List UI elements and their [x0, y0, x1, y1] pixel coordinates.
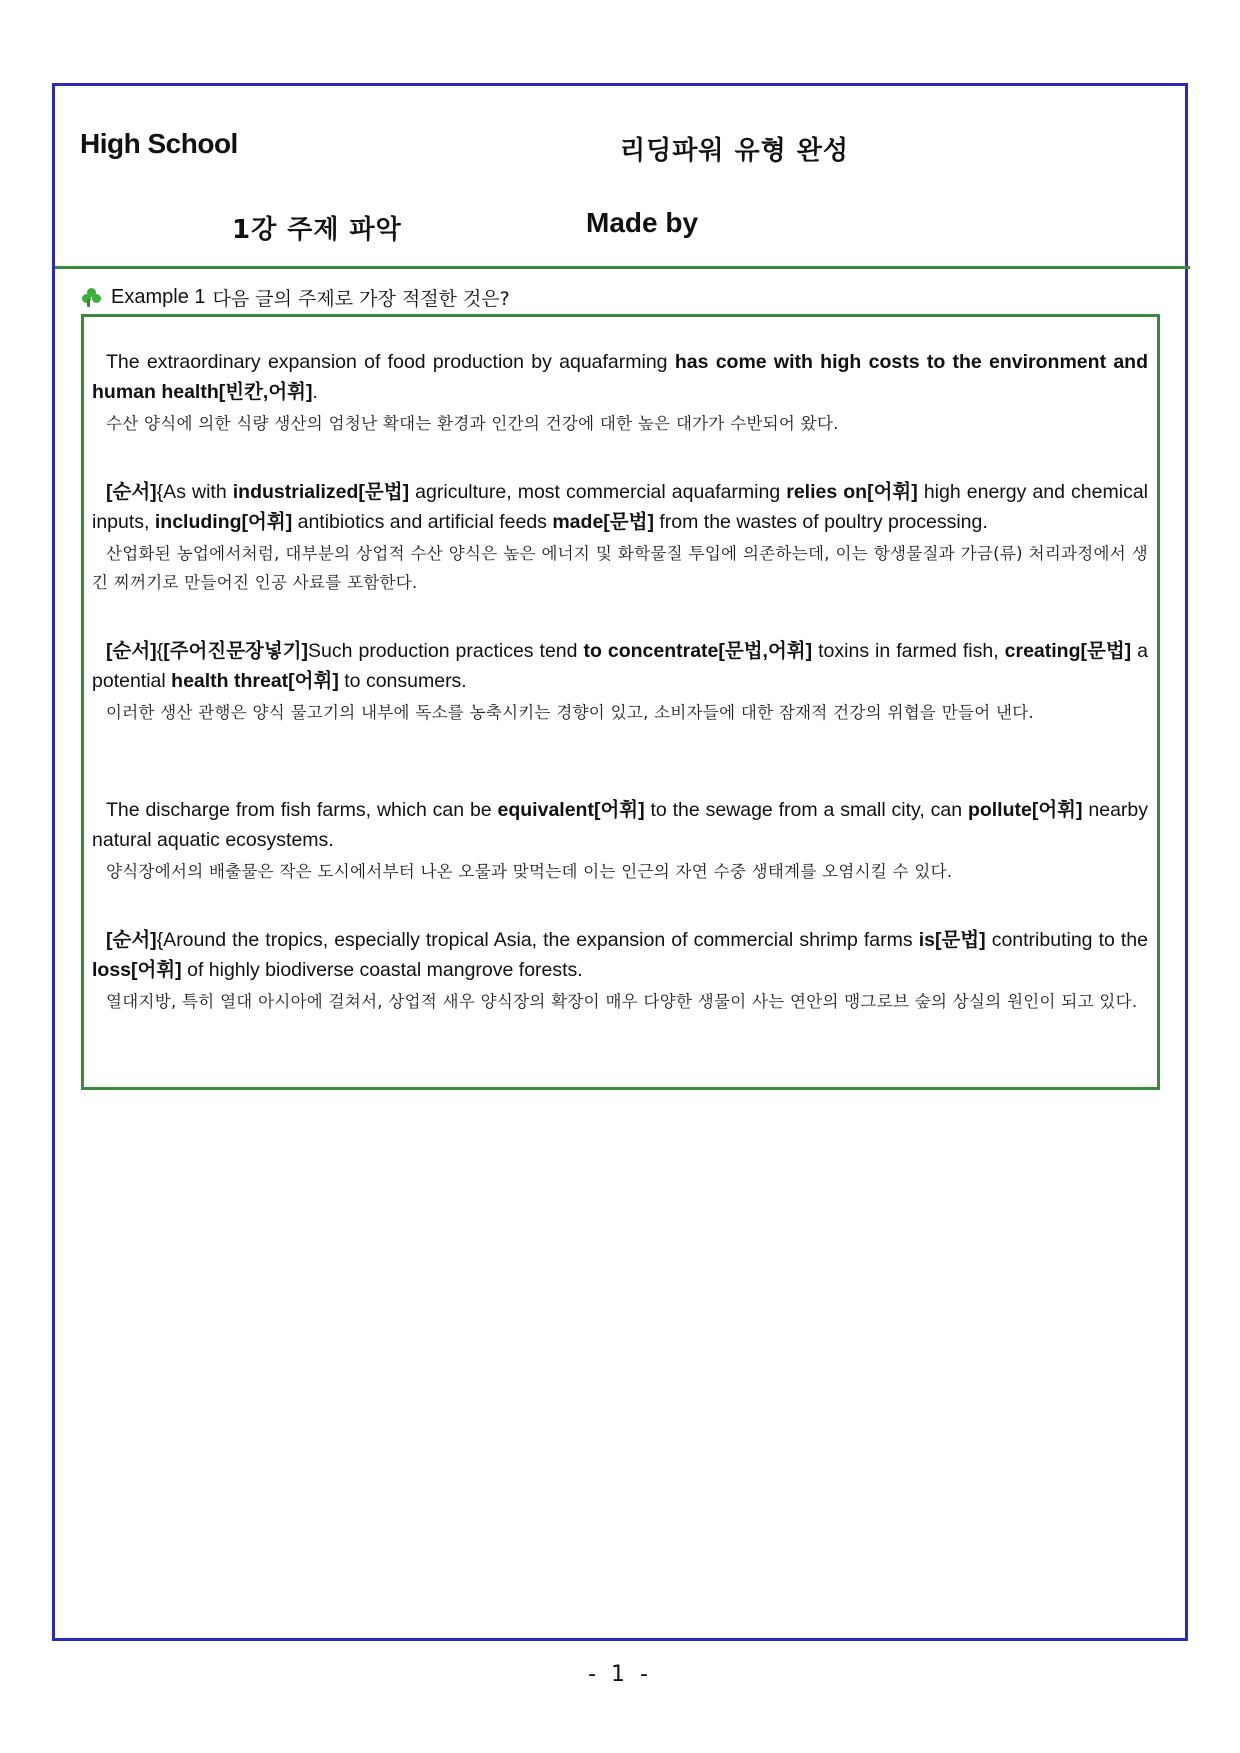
- annotated-phrase: creating[문법]: [1004, 640, 1132, 662]
- annotated-phrase: loss[어휘]: [92, 959, 182, 981]
- annotated-phrase: industrialized[문법]: [232, 481, 410, 503]
- korean-translation: 산업화된 농업에서처럼, 대부분의 상업적 수산 양식은 높은 에너지 및 화학물질 투입에 의존하는데, 이는 항생물질과 가금(류) 처리과정에서 생긴 찌꺼기로 만들어진 인공 사료를 포함한다.: [92, 544, 1148, 592]
- annotated-phrase: to concentrate[문법,어휘]: [583, 640, 813, 662]
- english-sentence: [92, 347, 1148, 407]
- sentence-text: .: [312, 381, 318, 403]
- annotated-phrase: relies on[어휘]: [786, 481, 918, 503]
- passage-paragraph: [92, 347, 1148, 438]
- example-heading: [82, 284, 510, 311]
- korean-translation: 이러한 생산 관행은 양식 물고기의 내부에 독소를 농축시키는 경향이 있고, 소비자들에 대한 잠재적 건강의 위협을 만들어 낸다.: [106, 703, 1034, 722]
- school-label: High School: [80, 128, 238, 159]
- annotated-phrase: [주어진문장넣기]: [163, 640, 309, 662]
- annotated-phrase: is[문법]: [918, 929, 986, 951]
- sentence-text: to consumers.: [338, 670, 467, 692]
- sentence-text: to the sewage from a small city, can: [644, 799, 968, 821]
- annotated-phrase: health threat[어휘]: [171, 670, 339, 692]
- page-number: - 1 -: [588, 1662, 652, 1687]
- passage-paragraph: [92, 925, 1148, 1016]
- sentence-text: nearby natural aquatic ecosystems.: [92, 799, 1148, 851]
- annotated-phrase: [순서]: [106, 640, 157, 662]
- passage-paragraph: [92, 795, 1148, 886]
- sentence-text: {: [156, 640, 164, 662]
- english-sentence: [92, 795, 1148, 855]
- sentence-text: from the wastes of poultry processing.: [653, 511, 988, 533]
- annotated-phrase: pollute[어휘]: [967, 799, 1083, 821]
- english-sentence: [92, 477, 1148, 537]
- sentence-text: of highly biodiverse coastal mangrove forests.: [181, 959, 583, 981]
- sentence-text: agriculture, most commercial aquafarming: [409, 481, 787, 503]
- korean-translation: 열대지방, 특히 열대 아시아에 걸쳐서, 상업적 새우 양식장의 확장이 매우 다양한 생물이 사는 연안의 맹그로브 숲의 상실의 원인이 되고 있다.: [106, 992, 1138, 1011]
- sentence-text: The discharge from fish farms, which can be: [106, 799, 498, 821]
- sentence-text: toxins in farmed fish,: [812, 640, 1005, 662]
- example-question: 다음 글의 주제로 가장 적절한 것은?: [212, 288, 510, 310]
- example-label: Example 1: [111, 286, 206, 308]
- korean-translation: 양식장에서의 배출물은 작은 도시에서부터 나온 오물과 맞먹는데 이는 인근의 자연 수중 생태계를 오염시킬 수 있다.: [106, 862, 953, 881]
- document-title: 리딩파워 유형 완성: [620, 136, 850, 166]
- annotated-phrase: has come with high costs to the environment and human health[빈칸,어휘]: [92, 351, 1149, 403]
- lesson-title: 1강 주제 파악: [232, 215, 402, 245]
- annotated-phrase: [순서]: [106, 481, 157, 503]
- sentence-text: Such production practices tend: [308, 640, 584, 662]
- annotated-phrase: made[문법]: [552, 511, 654, 533]
- english-sentence: [92, 636, 1148, 696]
- sentence-text: {As with: [156, 481, 233, 503]
- english-sentence: [92, 925, 1148, 985]
- sentence-text: high energy and chemical inputs,: [92, 481, 1148, 533]
- sentence-text: The extraordinary expansion of food production by aquafarming: [106, 351, 675, 373]
- sentence-text: antibiotics and artificial feeds: [292, 511, 553, 533]
- sentence-text: {Around the tropics, especially tropical Asia, the expansion of commercial shrimp farms: [156, 929, 919, 951]
- passage-paragraph: [92, 636, 1148, 727]
- korean-translation: 수산 양식에 의한 식량 생산의 엄청난 확대는 환경과 인간의 건강에 대한 높은 대가가 수반되어 왔다.: [106, 414, 839, 433]
- passage-paragraph: [92, 477, 1148, 597]
- annotated-phrase: equivalent[어휘]: [497, 799, 645, 821]
- annotated-phrase: [순서]: [106, 929, 157, 951]
- sentence-text: a potential: [92, 640, 1148, 692]
- annotated-phrase: including[어휘]: [154, 511, 293, 533]
- made-by-label: Made by: [586, 207, 699, 238]
- header-divider: [55, 266, 1190, 269]
- clover-icon: [82, 288, 102, 308]
- sentence-text: contributing to the: [985, 929, 1148, 951]
